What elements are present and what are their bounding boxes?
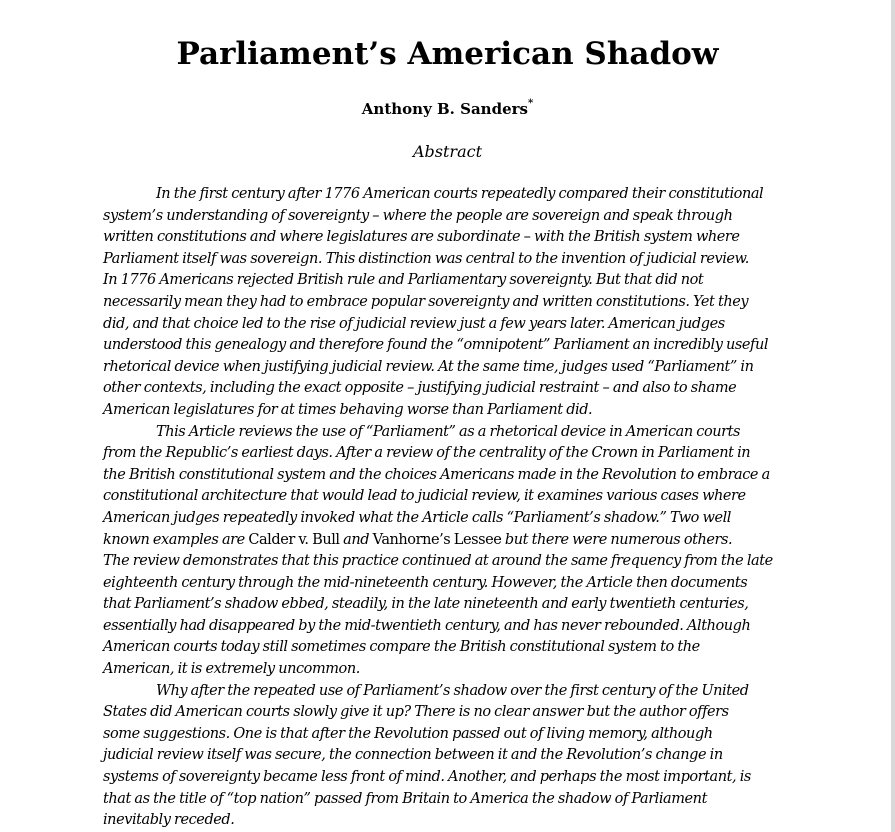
text-line: [103, 486, 793, 508]
text-line: [103, 227, 793, 249]
text-segment: States did American courts slowly give it up? There is no clear answer but the author offers: [103, 704, 729, 721]
text-segment: This Article reviews the use of “Parliament” as a rhetorical device in American courts: [156, 423, 740, 440]
abstract-paragraph: [103, 681, 793, 832]
page-edge: [891, 0, 895, 832]
text-line: [103, 767, 793, 789]
text-line: [103, 702, 793, 724]
text-line: [103, 335, 793, 357]
case-name: Vanhorne’s Lessee: [372, 531, 502, 548]
text-line: [103, 681, 793, 703]
text-segment: necessarily mean they had to embrace popular sovereignty and written constitutions. Yet they: [103, 293, 749, 310]
text-segment: American, it is extremely uncommon.: [103, 661, 360, 678]
author-name: Anthony B. Sanders: [361, 100, 528, 118]
abstract-body: [103, 184, 793, 832]
text-segment: judicial review itself was secure, the connection between it and the Revolution’s change in: [103, 747, 723, 764]
text-line: [103, 551, 793, 573]
text-segment: and: [339, 531, 373, 548]
text-line: [103, 530, 793, 552]
text-line: [103, 270, 793, 292]
text-line: [103, 206, 793, 228]
text-line: [103, 616, 793, 638]
text-segment: other contexts, including the exact opposite – justifying judicial restraint – and also to shame: [103, 380, 737, 397]
case-name: Calder v. Bull: [248, 531, 340, 548]
text-segment: written constitutions and where legislatures are subordinate – with the British system where: [103, 229, 740, 246]
text-segment: but there were numerous others.: [501, 531, 733, 548]
text-segment: essentially had disappeared by the mid-twentieth century, and has never rebounded. Although: [103, 617, 751, 634]
text-line: [103, 249, 793, 271]
text-line: [103, 184, 793, 206]
abstract-paragraph: [103, 422, 793, 681]
text-segment: some suggestions. One is that after the Revolution passed out of living memory, although: [103, 725, 713, 742]
text-segment: Parliament itself was sovereign. This distinction was central to the invention of judicial review.: [103, 250, 749, 267]
text-segment: Why after the repeated use of Parliament’s shadow over the first century of the United: [156, 682, 749, 699]
text-line: [103, 422, 793, 444]
text-segment: that Parliament’s shadow ebbed, steadily, in the late nineteenth and early twentieth centuries,: [103, 596, 749, 613]
text-segment: inevitably receded.: [103, 812, 235, 829]
text-segment: understood this genealogy and therefore found the “omnipotent” Parliament an incredibly useful: [103, 337, 769, 354]
text-segment: known examples are: [103, 531, 249, 548]
text-line: [103, 465, 793, 487]
text-segment: from the Republic’s earliest days. After a review of the centrality of the Crown in Parliament in: [103, 445, 751, 462]
abstract-heading: Abstract: [412, 142, 482, 161]
text-segment: did, and that choice led to the rise of judicial review just a few years later. American judges: [103, 315, 725, 332]
abstract-paragraph: [103, 184, 793, 422]
text-line: [103, 594, 793, 616]
text-segment: American legislatures for at times behaving worse than Parliament did.: [103, 401, 593, 418]
text-segment: system’s understanding of sovereignty – where the people are sovereign and speak through: [103, 207, 733, 224]
paper-title: Parliament’s American Shadow: [176, 36, 719, 72]
text-segment: In the first century after 1776 American courts repeatedly compared their constitutional: [156, 186, 764, 202]
text-line: [103, 378, 793, 400]
text-line: [103, 573, 793, 595]
author-footnote-mark: *: [527, 98, 534, 109]
text-line: [103, 659, 793, 681]
text-segment: systems of sovereignty became less front of mind. Another, and perhaps the most important, is: [103, 769, 751, 786]
text-segment: American courts today still sometimes compare the British constitutional system to the: [103, 639, 700, 656]
text-line: [103, 724, 793, 746]
text-segment: the British constitutional system and the choices Americans made in the Revolution to embrace a: [103, 466, 770, 483]
text-line: [103, 443, 793, 465]
text-segment: constitutional architecture that would lead to judicial review, it examines various cases where: [103, 488, 746, 505]
text-segment: that as the title of “top nation” passed from Britain to America the shadow of Parliament: [103, 790, 707, 807]
text-line: [103, 400, 793, 422]
text-line: [103, 314, 793, 336]
text-segment: eighteenth century through the mid-nineteenth century. However, the Article then documents: [103, 574, 748, 591]
text-line: [103, 637, 793, 659]
text-segment: The review demonstrates that this practice continued at around the same frequency from the late: [103, 553, 773, 570]
text-line: [103, 789, 793, 811]
text-line: [103, 810, 793, 832]
author-line: [0, 100, 895, 118]
text-line: [103, 292, 793, 314]
text-line: [103, 745, 793, 767]
text-line: [103, 508, 793, 530]
text-segment: rhetorical device when justifying judicial review. At the same time, judges used “Parliament” in: [103, 358, 754, 375]
text-line: [103, 357, 793, 379]
text-segment: In 1776 Americans rejected British rule and Parliamentary sovereignty. But that did not: [103, 272, 704, 289]
text-segment: American judges repeatedly invoked what the Article calls “Parliament’s shadow.” Two well: [103, 509, 731, 526]
